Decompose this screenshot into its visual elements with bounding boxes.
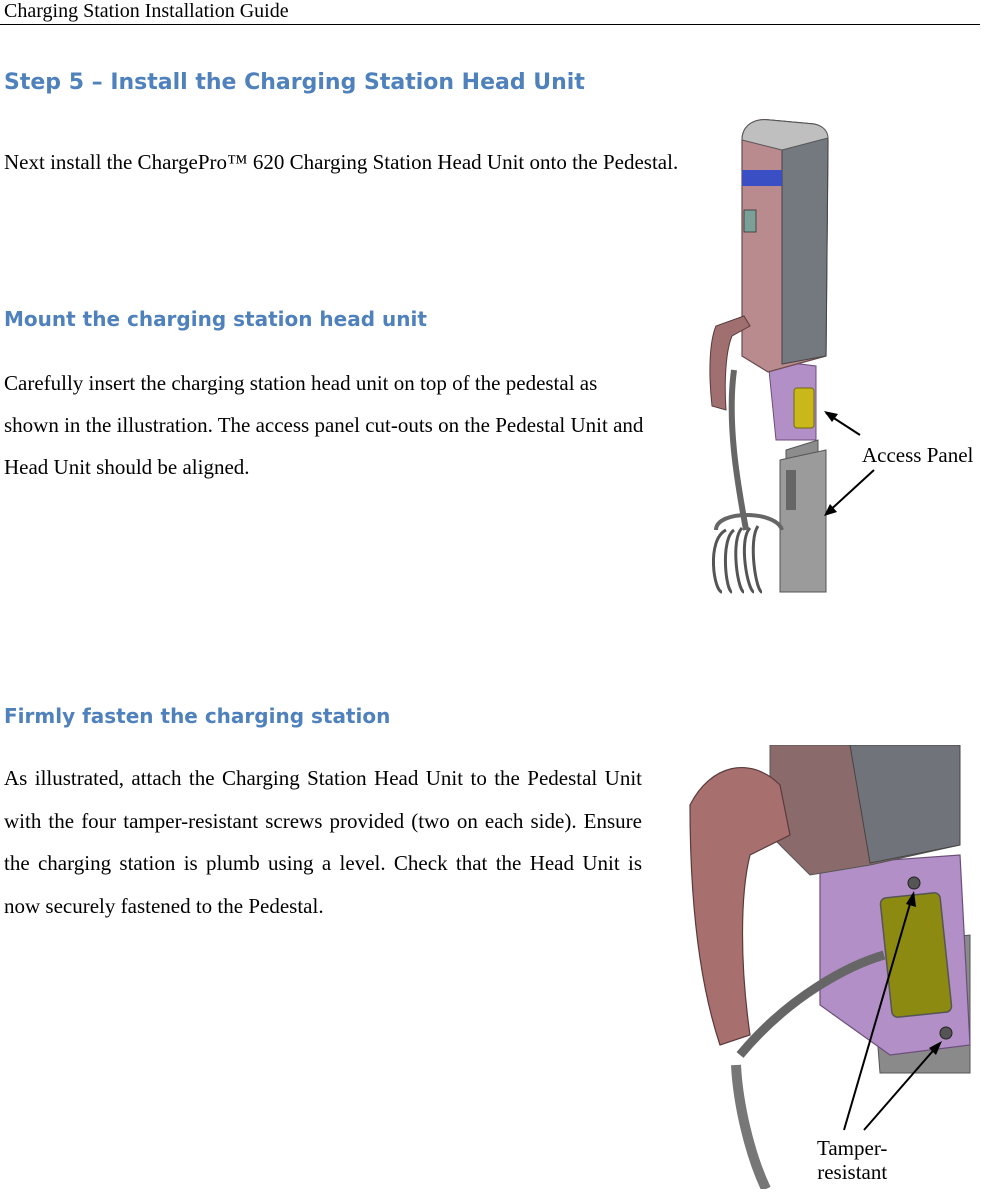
- tamper-callout: [817, 1136, 887, 1184]
- running-header: [0, 0, 980, 25]
- screws-illustration: [670, 745, 990, 1189]
- head-unit-illustration: [686, 110, 994, 600]
- pedestal-cutout: [786, 470, 796, 510]
- screws-figure: [670, 745, 990, 1189]
- access-panel: [880, 892, 952, 1018]
- cable-lower: [736, 1065, 766, 1189]
- mount-body: Carefully insert the charging station head unit on top of the pedestal as shown in the illustration. The access panel cut-outs on the Pedestal Unit and Head Unit should be aligned.: [4, 371, 644, 479]
- step-intro: Next install the ChargePro™ 620 Charging Station Head Unit onto the Pedestal.: [4, 150, 679, 174]
- display-window: [744, 210, 756, 232]
- tamper-callout-line1: Tamper-: [817, 1136, 888, 1160]
- access-panel-upper: [794, 388, 814, 428]
- screw-bottom: [940, 1027, 952, 1039]
- cable-upper: [732, 370, 746, 530]
- housing-side: [850, 745, 960, 863]
- head-unit-figure: [686, 110, 994, 600]
- callout-arrow-lower: [826, 470, 874, 514]
- screw-top: [908, 877, 920, 889]
- mount-heading: Mount the charging station head unit: [4, 307, 427, 331]
- fasten-heading: Firmly fasten the charging station: [4, 704, 391, 728]
- blue-band: [742, 170, 782, 186]
- fasten-body: As illustrated, attach the Charging Station Head Unit to the Pedestal Unit with the four tamper-resistant screws provided (two on each side). Ensure the charging station is plumb using a level. Check that the Head Unit is now securely fastened to the Pedestal.: [4, 766, 642, 918]
- tamper-callout-line2: resistant: [817, 1160, 888, 1184]
- cable-coil: [713, 526, 762, 592]
- running-header-title: Charging Station Installation Guide: [4, 0, 289, 22]
- connector-handle: [690, 768, 790, 1045]
- step-heading: Step 5 – Install the Charging Station Head Unit: [4, 70, 585, 95]
- access-panel-callout: Access Panel: [862, 443, 974, 467]
